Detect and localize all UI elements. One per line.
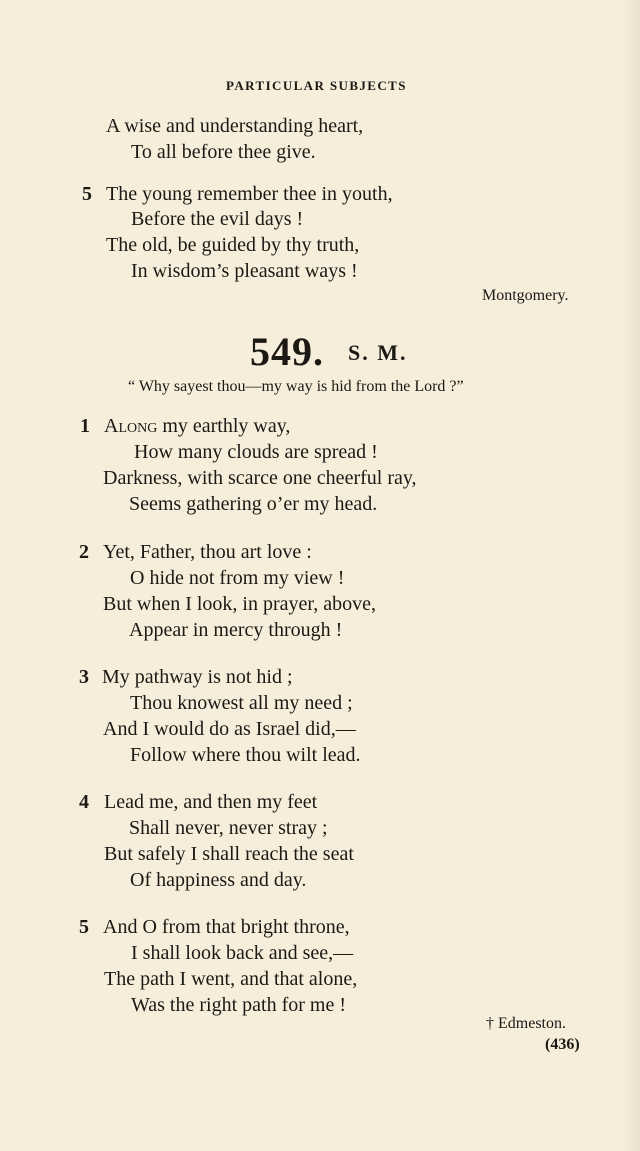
- verse-line: And I would do as Israel did,—: [103, 718, 356, 740]
- verse-line: How many clouds are spread !: [134, 441, 378, 463]
- stanza-number: 3: [79, 666, 89, 688]
- verse-line: Was the right path for me !: [131, 994, 346, 1016]
- verse-line: Seems gathering o’er my head.: [129, 493, 378, 515]
- verse-line: Of happiness and day.: [130, 869, 307, 891]
- stanza-number: 5: [79, 916, 89, 938]
- verse-line: Yet, Father, thou art love :: [103, 541, 312, 563]
- stanza-number: 4: [79, 791, 89, 813]
- verse-line: And O from that bright throne,: [103, 916, 350, 938]
- verse-line: Lead me, and then my feet: [104, 791, 318, 813]
- verse-line: Darkness, with scarce one cheerful ray,: [103, 467, 417, 489]
- page-edge-shadow: [622, 0, 640, 1151]
- epigraph: “ Why sayest thou—my way is hid from the Lord ?”: [128, 378, 464, 395]
- stanza-number: 5: [82, 183, 92, 205]
- verse-line: But when I look, in prayer, above,: [103, 593, 377, 615]
- verse-line: My pathway is not hid ;: [102, 666, 293, 688]
- verse-line: I shall look back and see,—: [131, 942, 354, 964]
- verse-line: Before the evil days !: [131, 208, 304, 230]
- hymn-number: 549.: [250, 329, 324, 374]
- author-attribution: † Edmeston.: [486, 1015, 566, 1032]
- running-header: PARTICULAR SUBJECTS: [226, 78, 407, 93]
- stanza-number: 2: [79, 541, 89, 563]
- stanza-number: 1: [80, 415, 90, 437]
- line-rest: my earthly way,: [157, 415, 291, 437]
- verse-line: The path I went, and that alone,: [104, 968, 358, 990]
- verse-line: Follow where thou wilt lead.: [130, 744, 361, 766]
- verse-line: But safely I shall reach the seat: [104, 843, 354, 865]
- verse-line: The young remember thee in youth,: [106, 183, 393, 205]
- verse-line: O hide not from my view !: [130, 567, 345, 589]
- verse-line: The old, be guided by thy truth,: [106, 234, 360, 256]
- author-attribution: Montgomery.: [482, 287, 569, 304]
- verse-line: [104, 413, 290, 439]
- page-number: (436): [545, 1036, 580, 1053]
- first-word: Along: [104, 415, 158, 437]
- hymn-meter: S. M.: [348, 340, 408, 365]
- verse-line: To all before thee give.: [131, 141, 316, 163]
- verse-line: A wise and understanding heart,: [106, 115, 364, 137]
- verse-line: Appear in mercy through !: [129, 619, 343, 641]
- verse-line: Thou knowest all my need ;: [130, 692, 353, 714]
- verse-line: Shall never, never stray ;: [129, 817, 328, 839]
- verse-line: In wisdom’s pleasant ways !: [131, 260, 358, 282]
